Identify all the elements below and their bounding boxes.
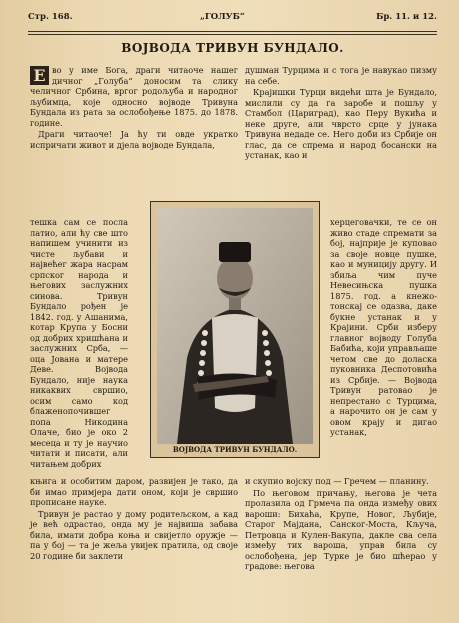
left-column-bottom (30, 476, 238, 616)
journal-name: „ГОЛУБ“ (200, 12, 245, 22)
portrait-photo (157, 208, 313, 444)
issue-number: Бр. 11. и 12. (376, 12, 437, 22)
drop-cap: Е (30, 66, 49, 85)
intro-paragraph (30, 65, 238, 128)
intro-text: во у име Бога, драги читаоче нашег дичног „Голуба“ доносим та слику челичног Србина, вргог родољуба и народног љубимца, које односно војводе Тривуна Бундала из рата за ослобођење 1875. до 1878. године. (30, 65, 238, 128)
right-column-top (245, 65, 437, 217)
header-rule-double (28, 34, 437, 35)
right-bottom-paragraph-2: По његовом причању, његова је чета пролазила од Грмеча па онда између ових вароши: Бихаћа, Крупе, Новог, Љубије, Старог Мајдана, Санског-Моста, Кључа, Петровца и Кулен-Вакупа, дакле сва села између тих вароша, управ била су ослобођена, јер Турке је био шћерао у градове: његова (245, 487, 437, 571)
left-narrow-text: тешка сам се посла латио, али ћу све што напишем учинити из чисте љубави и највећег жара насрам српског народа и његових заслужних синова. Тривун Бундало рођен је 1842. год. у Ашанима, котар Крупа у Босни од добрих хришћана и заслужних Срба, — оца Јована и матере Деве. Војвода Бундало, није наука никаквих свршио, осим само код блаженопочившег попа Никодина Олаче, био је око 2 месеца и ту је научио читати и писати, али читањем добрих (30, 217, 128, 469)
page-number: Стр. 168. (28, 12, 73, 22)
right-narrow-text: херцеговачки, те се он живо стаде спремати за бој, најприје је куповао за своје новце пушке, као и муницију другу. И збиља чим пуче Невесињска пушка 1875. год. а кнежо-тонскај се одазва, даке букне устанак и у Крајини. Срби изберу главног војводу Голуба Бабића, који управљаше четом све до доласка пуковника Деспотовића из Србије. — Војвода Тривун ратоваo је непрестано с Турцима, а нарочито он је сам у овом крају и дигао устанак, (330, 217, 437, 437)
reader-address-paragraph: Драги читаоче! Ја ћу ти овде укратко испричати живот и дјела војводе Бундала, (30, 129, 238, 150)
right-top-paragraph-2: Крајишки Турци видећи шта је Бундало, мислили су да га заробе и пошљу у Стамбол (Цариград), као Перу Вукића и неке друге, али чврсто срце у јунака Тривуна недаде се. Него доби из Србије он глас, да се спрема и народ босански на устанак, као и (245, 87, 437, 160)
left-column-narrow (30, 217, 128, 475)
left-column-top (30, 65, 238, 217)
right-column-bottom (245, 476, 437, 616)
right-column-narrow (330, 217, 437, 475)
portrait-illustration (157, 208, 313, 444)
right-bottom-paragraph-1: и скупио војску под — Гречем — планину. (245, 476, 429, 486)
portrait-caption: ВОЈВОДА ТРИВУН БУНДАЛО. (172, 445, 298, 454)
left-bottom-paragraph-2: Тривун је растао у дому родитељском, а кад је већ одрастао, онда му је највиша забава била, имати добра коња и свијетло оружје — па у бој — та је жеља увијек пратила, од своје 20 године би заклети (30, 508, 238, 561)
article-title: ВОЈВОДА ТРИВУН БУНДАЛО. (121, 41, 344, 55)
right-top-paragraph-1: душман Турцима и с тога је навукао пизму на себе. (245, 65, 437, 86)
left-bottom-paragraph-1: књига и особитим даром, развијен је тако, да би имао примјера дати оном, који је свршио прописане науке. (30, 476, 238, 507)
page-header (28, 12, 437, 28)
header-rule (28, 31, 437, 32)
portrait-frame (150, 201, 320, 458)
